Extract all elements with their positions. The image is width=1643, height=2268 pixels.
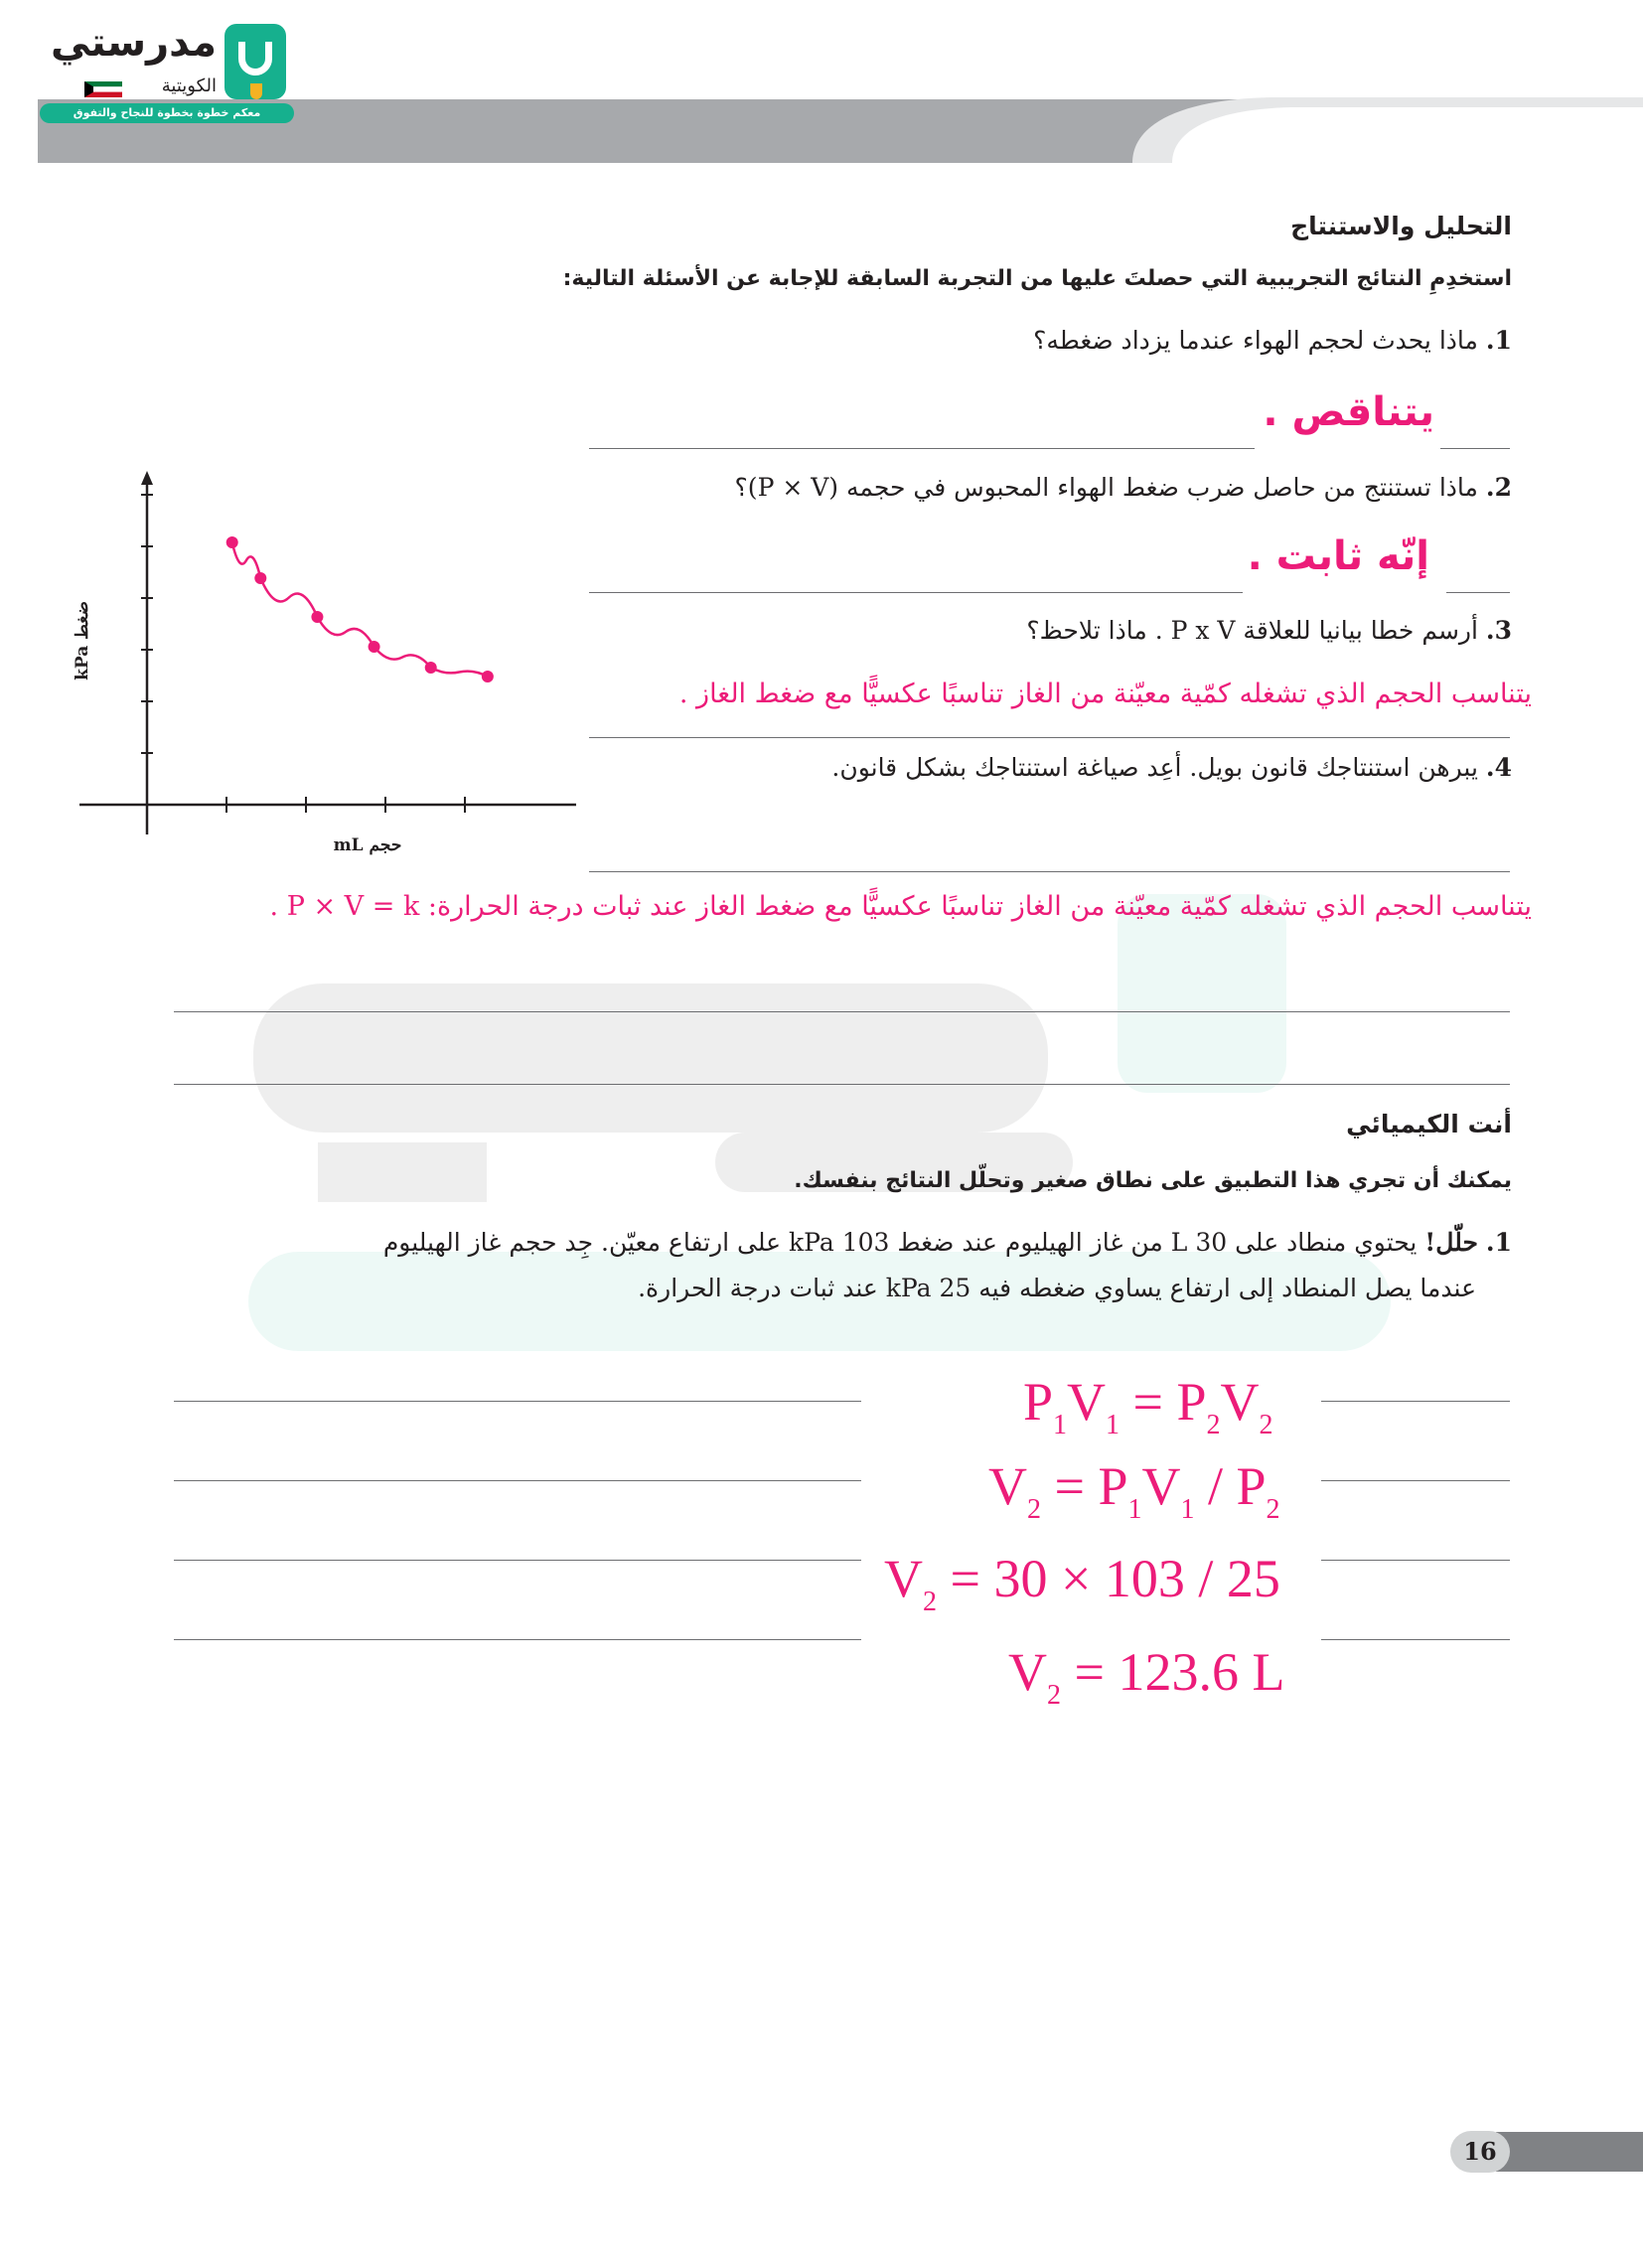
- question-number: 4.: [1485, 753, 1512, 782]
- answer-line: [1321, 1560, 1510, 1561]
- section-title-analysis: التحليل والاستنتاج: [1290, 212, 1512, 240]
- equation-boyle: $P_1V_1 = P_2V_2$: [1023, 1372, 1273, 1440]
- question-3: [1026, 616, 1512, 645]
- y-axis-label: ضغط kPa: [73, 601, 92, 680]
- question-text: يحتوي منطاد على L 30 من غاز الهيليوم عند ضغط kPa 103 على ارتفاع معيّن. جِد حجم غاز الهيليوم: [382, 1228, 1418, 1257]
- question-number: 3.: [1485, 616, 1512, 645]
- question-1: [1033, 326, 1512, 355]
- answer-line: [174, 1560, 861, 1561]
- answer-line: [174, 1084, 1510, 1085]
- answer-line: [589, 448, 1255, 449]
- answer-line: [1446, 592, 1510, 593]
- data-points: [226, 536, 494, 682]
- question-text: ماذا يحدث لحجم الهواء عندما يزداد ضغطه؟: [1033, 326, 1478, 355]
- data-point: [311, 611, 323, 623]
- question-number: 1.: [1485, 1228, 1512, 1257]
- series-line: [232, 542, 488, 677]
- answer-3: يتناسب الحجم الذي تشغله كمّية معيّنة من الغاز تناسبًا عكسيًّا مع ضغط الغاز .: [678, 679, 1532, 709]
- question-chemist-1-line2: عندما يصل المنطاد إلى ارتفاع يساوي ضغطه فيه kPa 25 عند ثبات درجة الحرارة.: [638, 1274, 1476, 1302]
- answer-line: [174, 1480, 861, 1481]
- footer-bar: [1496, 2132, 1643, 2172]
- logo-name: مدرستي: [50, 20, 217, 66]
- answer-line: [174, 1401, 861, 1402]
- answer-line: [589, 871, 1510, 872]
- question-2: [735, 473, 1512, 502]
- logo-tagline: معكم خطوة بخطوة للنجاح والتفوق: [40, 103, 294, 123]
- question-4: [831, 753, 1512, 782]
- x-axis-label: حجم mL: [333, 835, 402, 855]
- chart-axes: [79, 471, 576, 834]
- data-point: [226, 536, 238, 548]
- y-axis-arrow: [141, 471, 153, 485]
- header-curve-decoration: [1073, 93, 1643, 163]
- answer-1: يتناقص .: [1263, 389, 1434, 435]
- question-text: يبرهن استنتاجك قانون بويل. أعِد صياغة استنتاجك بشكل قانون.: [831, 753, 1478, 782]
- logo: [30, 18, 298, 122]
- chart-ticks: [141, 495, 465, 813]
- answer-line: [174, 1011, 1510, 1012]
- answer-2: إنّه ثابت .: [1247, 533, 1429, 579]
- section2-intro: يمكنك أن تجري هذا التطبيق على نطاق صغير وتحلّل النتائج بنفسك.: [794, 1168, 1512, 1193]
- data-point: [369, 641, 380, 653]
- data-point: [254, 572, 266, 584]
- answer-line: [174, 1639, 861, 1640]
- section-intro: استخدِمِ النتائج التجريبية التي حصلتَ عليها من التجربة السابقة للإجابة عن الأسئلة التالية:: [562, 266, 1512, 291]
- question-text: أرسم خطا بيانيا للعلاقة P x V . ماذا تلاحظ؟: [1026, 616, 1478, 645]
- page-number: 16: [1463, 2137, 1497, 2166]
- answer-line: [1321, 1401, 1510, 1402]
- logo-subtitle: الكويتية: [161, 76, 217, 96]
- answer-line: [1321, 1639, 1510, 1640]
- pressure-volume-chart: [70, 467, 576, 864]
- equation-v2-result: $V_2 = 123.6$ L: [1008, 1642, 1285, 1711]
- section-title-chemist: أنت الكيميائي: [1346, 1110, 1512, 1138]
- equation-v2-formula: $V_2 = P_1V_1 / P_2$: [988, 1456, 1280, 1525]
- answer-4: يتناسب الحجم الذي تشغله كمّية معيّنة من الغاز تناسبًا عكسيًّا مع ضغط الغاز عند ثبات درجة الحرارة: P × V = k .: [269, 891, 1532, 922]
- equation-v2-substitution: $V_2 = 30 \times 103 / 25$: [884, 1549, 1280, 1617]
- answer-line: [589, 737, 1510, 738]
- question-text: ماذا تستنتج من حاصل ضرب ضغط الهواء المحبوس في حجمه (P × V)؟: [734, 473, 1478, 502]
- data-point: [482, 671, 494, 682]
- answer-line: [1440, 448, 1510, 449]
- question-label: حلّل!: [1424, 1228, 1478, 1257]
- logo-mark-icon: [224, 24, 286, 99]
- question-number: 1.: [1485, 326, 1512, 355]
- question-number: 2.: [1485, 473, 1512, 502]
- kuwait-flag-icon: [84, 81, 122, 97]
- answer-line: [1321, 1480, 1510, 1481]
- data-point: [425, 662, 437, 674]
- question-chemist-1: [383, 1228, 1512, 1257]
- answer-line: [589, 592, 1243, 593]
